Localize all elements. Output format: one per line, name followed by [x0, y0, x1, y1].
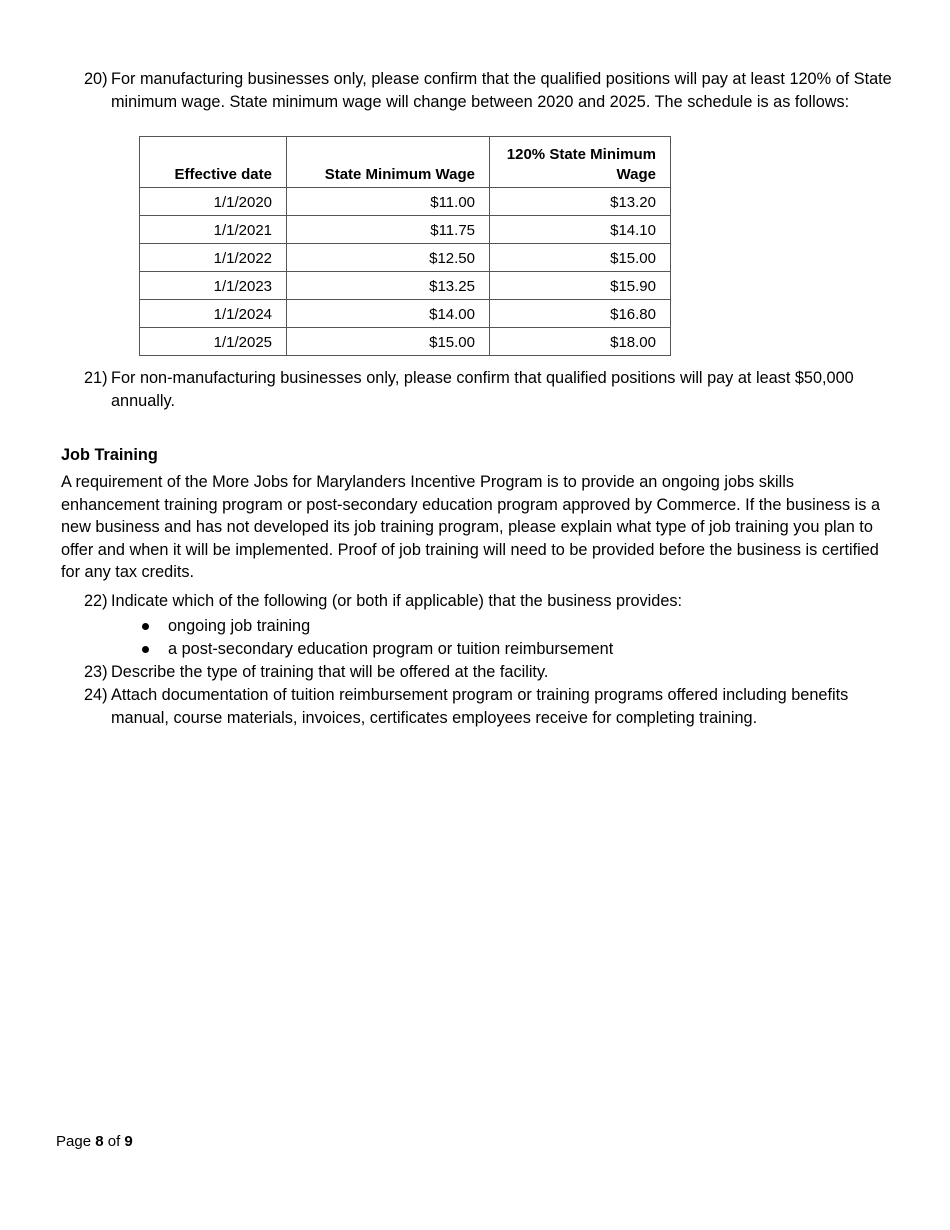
minimum-wage-table: [139, 136, 671, 356]
question-text: Indicate which of the following (or both if applicable) that the business provides:: [111, 592, 683, 610]
table-cell: $15.90: [490, 272, 671, 300]
question-number: 24): [84, 686, 108, 704]
column-header: State Minimum Wage: [287, 137, 490, 188]
table-row: [140, 300, 671, 328]
table-cell: 1/1/2025: [140, 328, 287, 356]
table-header-row: [140, 137, 671, 188]
table-row: [140, 328, 671, 356]
column-header: Effective date: [140, 137, 287, 188]
question-text: For manufacturing businesses only, please confirm that the qualified positions will pay at least 120% of State minimum wage. State minimum wage will change between 2020 and 2025. The schedule is as follows:: [111, 70, 892, 111]
table-cell: 1/1/2020: [140, 188, 287, 216]
table-cell: 1/1/2021: [140, 216, 287, 244]
table-row: [140, 216, 671, 244]
list-item-text: ongoing job training: [168, 617, 311, 635]
question-22: [84, 590, 904, 613]
page-footer: [56, 1131, 133, 1154]
table-cell: $11.75: [287, 216, 490, 244]
column-header: 120% State Minimum Wage: [490, 137, 671, 188]
bullet-icon: [142, 623, 149, 630]
question-23: [84, 661, 904, 684]
table-cell: 1/1/2023: [140, 272, 287, 300]
table-cell: $14.10: [490, 216, 671, 244]
list-item-text: a post-secondary education program or tuition reimbursement: [168, 640, 614, 658]
table-cell: $11.00: [287, 188, 490, 216]
table-row: [140, 272, 671, 300]
question-text: For non-manufacturing businesses only, please confirm that qualified positions will pay at least $50,000 annually.: [111, 369, 854, 410]
question-number: 23): [84, 663, 108, 681]
table-cell: $15.00: [287, 328, 490, 356]
question-number: 21): [84, 369, 108, 387]
table-cell: $15.00: [490, 244, 671, 272]
current-page-number: 8: [95, 1133, 104, 1150]
question-number: 22): [84, 592, 108, 610]
question-text: Describe the type of training that will be offered at the facility.: [111, 663, 549, 681]
table-cell: $13.25: [287, 272, 490, 300]
question-21: [84, 367, 904, 412]
page-of-label: of: [107, 1133, 121, 1150]
table-cell: $14.00: [287, 300, 490, 328]
table-cell: $12.50: [287, 244, 490, 272]
question-24: [84, 684, 904, 729]
table-cell: $13.20: [490, 188, 671, 216]
bullet-list: [140, 615, 613, 661]
total-page-number: 9: [124, 1133, 133, 1150]
table-cell: 1/1/2022: [140, 244, 287, 272]
page-label: Page: [56, 1133, 92, 1150]
question-text: Attach documentation of tuition reimbursement program or training programs offered including benefits manual, course materials, invoices, certificates employees receive for completing training.: [111, 686, 849, 727]
table-row: [140, 188, 671, 216]
list-item: [140, 638, 613, 661]
table-row: [140, 244, 671, 272]
question-20: [84, 68, 904, 113]
job-training-paragraph: A requirement of the More Jobs for Marylanders Incentive Program is to provide an ongoing jobs skills enhancement training program or post-secondary education program approved by Commerce. If the business is a new business and has not developed its job training program, please explain what type of job training you plan to offer and when it will be implemented. Proof of job training will need to be provided before the business is certified for any tax credits.: [61, 473, 881, 581]
table-cell: 1/1/2024: [140, 300, 287, 328]
table-cell: $16.80: [490, 300, 671, 328]
bullet-icon: [142, 646, 149, 653]
question-number: 20): [84, 70, 108, 88]
list-item: [140, 615, 613, 638]
section-heading: Job Training: [61, 446, 158, 464]
table-cell: $18.00: [490, 328, 671, 356]
